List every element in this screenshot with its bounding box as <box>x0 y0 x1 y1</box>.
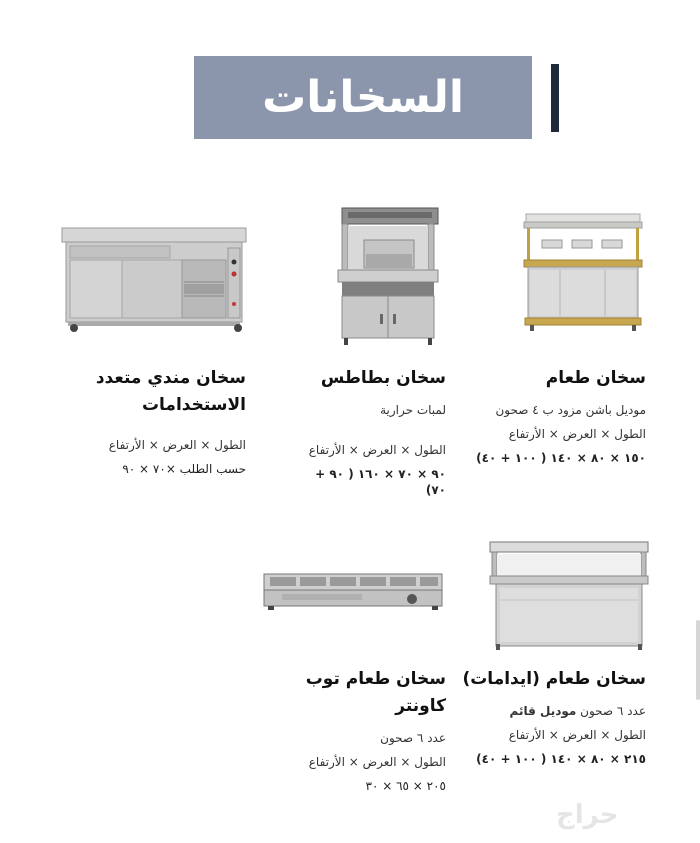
product-description: موديل باشن مزود ب ٤ صحون <box>495 403 646 417</box>
title-accent-bar <box>551 64 559 132</box>
product-card-food-warmer <box>476 365 646 466</box>
product-name: سخان طعام (ايدامات) <box>462 669 646 689</box>
dimensions-label: الطول × العرض × الأرتفاع <box>108 438 246 452</box>
dimensions-value: ٩٠ × ٧٠ × ١٦٠ ( ٩٠ + ٧٠) <box>315 467 446 497</box>
product-description: لمبات حرارية <box>380 403 446 417</box>
scrollbar[interactable] <box>696 620 700 700</box>
potato-warmer-image <box>336 206 440 346</box>
product-description: عدد ٦ صحون <box>380 731 446 745</box>
dimensions-value: ٢٠٥ × ٦٥ × ٣٠ <box>365 779 446 793</box>
product-name: سخان بطاطس <box>320 368 446 388</box>
food-warmer-bain-marie-image <box>520 212 646 334</box>
haraj-watermark: حراج <box>556 800 619 830</box>
food-warmer-standing-image <box>488 540 650 652</box>
product-card-potato-warmer <box>296 365 446 498</box>
top-counter-warmer-image <box>262 572 444 612</box>
dimensions-value: ٢١٥ × ٨٠ × ١٤٠ ( ١٠٠ + ٤٠) <box>476 752 646 766</box>
product-name: سخان طعام توب كاونتر <box>305 669 446 716</box>
mandi-warmer-cabinet-image <box>60 226 248 334</box>
dimensions-label: الطول × العرض × الأرتفاع <box>308 755 446 769</box>
product-description: عدد ٦ صحون موديل قائم <box>509 704 646 718</box>
dimensions-value: ١٥٠ × ٨٠ × ١٤٠ ( ١٠٠ + ٤٠) <box>476 451 646 465</box>
product-card-mandi-warmer <box>56 365 246 477</box>
product-card-standing-food-warmer <box>456 666 646 767</box>
dimensions-value: حسب الطلب ×٧٠ × ٩٠ <box>122 462 246 476</box>
product-card-top-counter-warmer <box>296 666 446 794</box>
dimensions-label: الطول × العرض × الأرتفاع <box>308 443 446 457</box>
page-title: السخانات <box>194 56 532 139</box>
product-name: سخان طعام <box>545 368 646 388</box>
dimensions-label: الطول × العرض × الأرتفاع <box>508 728 646 742</box>
product-name: سخان مندي متعدد الاستخدامات <box>95 368 246 415</box>
dimensions-label: الطول × العرض × الأرتفاع <box>508 427 646 441</box>
